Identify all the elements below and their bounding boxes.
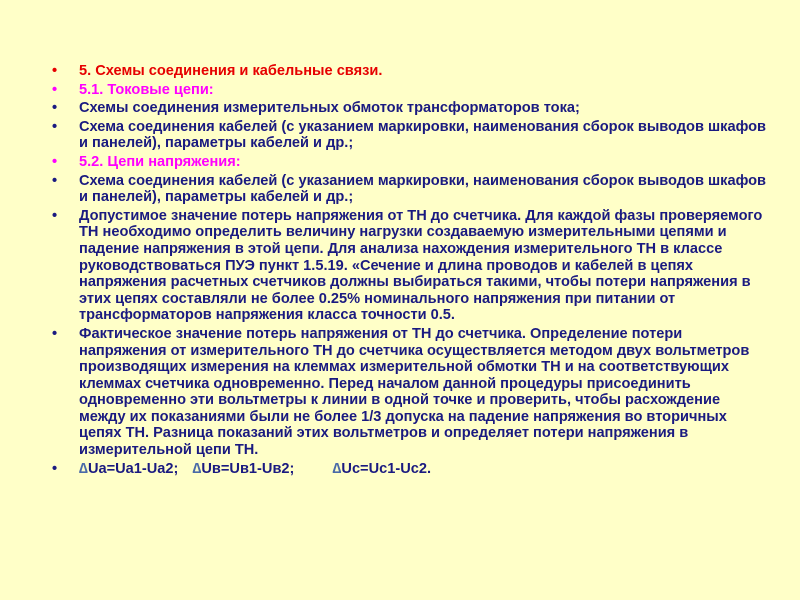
- bullet-icon: •: [52, 100, 58, 117]
- list-item-section-5-1: [52, 82, 767, 99]
- list-item: [52, 326, 767, 459]
- bullet-list: [52, 63, 767, 479]
- item-text: Схемы соединения измерительных обмоток трансформаторов тока;: [79, 100, 580, 117]
- bullet-icon: •: [52, 63, 58, 79]
- bullet-icon: •: [52, 325, 58, 342]
- section-5-1-heading: 5.1. Токовые цепи:: [79, 81, 214, 98]
- delta-icon: ∆: [332, 460, 342, 477]
- list-item-formula: [52, 461, 767, 478]
- list-item-section-5-2: [52, 154, 767, 171]
- section-5-2-heading: 5.2. Цепи напряжения:: [79, 153, 241, 170]
- delta-icon: ∆: [79, 460, 88, 477]
- list-item: [52, 173, 767, 206]
- delta-icon: ∆: [192, 460, 202, 477]
- list-item: [52, 208, 767, 324]
- item-text: Схема соединения кабелей (с указанием маркировки, наименования сборок выводов шкафов и панелей), параметры кабелей и др.;: [79, 118, 767, 152]
- bullet-icon: •: [52, 207, 58, 224]
- bullet-icon: •: [52, 460, 58, 477]
- item-text: Схема соединения кабелей (с указанием маркировки, наименования сборок выводов шкафов и панелей), параметры кабелей и др.;: [79, 172, 767, 206]
- bullet-icon: •: [52, 81, 58, 98]
- list-item: [52, 100, 767, 117]
- list-item-section-5: [52, 63, 767, 80]
- section-5-heading: 5. Схемы соединения и кабельные связи.: [79, 63, 383, 79]
- formula-uc: Uc=Uc1-Uc2.: [341, 460, 432, 477]
- bullet-icon: •: [52, 172, 58, 189]
- item-text: Фактическое значение потерь напряжения от ТН до счетчика. Определение потери напряжения от измерительного ТН до счетчика осуществляется методом двух вольтметров производящих измерения на клеммах измерительной обмотки ТН и на соответствующих клеммах счетчика одновременно. Перед началом данной процедуры присоединить одновременно эти вольтметры к линии в одной точке и проверить, чтобы расхождение между их показаниями были не более 1/3 допуска на падение напряжения во вторичных цепях ТН. Разница показаний этих вольтметров и определяет потери напряжения в измерительной цепи ТН.: [79, 325, 750, 459]
- bullet-icon: •: [52, 118, 58, 135]
- item-text: Допустимое значение потерь напряжения от ТН до счетчика. Для каждой фазы проверяемого ТН необходимо определить величину нагрузки создаваемую измерительными цепями и падение напряжения в этой цепи. Для анализа нахождения измерительного ТН в классе руководствоваться ПУЭ пункт 1.5.19. «Сечение и длина проводов и кабелей в цепях напряжения расчетных счетчиков должны выбираться такими, чтобы потери напряжения в этих цепях составляли не более 0.25% номинального напряжения при питании от трансформаторов напряжения класса точности 0.5.: [79, 207, 763, 324]
- bullet-icon: •: [52, 153, 58, 170]
- formula-ua: Ua=Ua1-Ua2;: [87, 460, 179, 477]
- list-item: [52, 119, 767, 152]
- formula-ub: Uв=Uв1-Uв2;: [201, 460, 295, 477]
